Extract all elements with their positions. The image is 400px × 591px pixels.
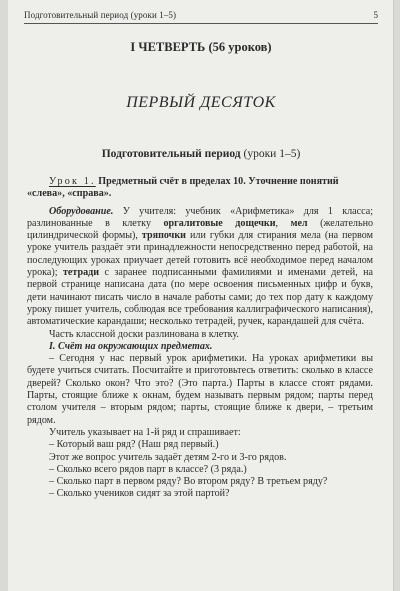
equipment-label: Оборудование.	[49, 205, 114, 217]
decade-heading: ПЕРВЫЙ ДЕСЯТОК	[126, 94, 276, 111]
period-heading-bold: Подготовительный период	[101, 148, 241, 160]
lesson-label: Урок 1.	[49, 176, 96, 187]
equipment-text-2: ,	[275, 217, 291, 229]
running-header	[24, 8, 378, 24]
page-number: 5	[373, 10, 378, 20]
equipment-item-chalk: мел	[290, 217, 308, 229]
body-line: – Сколько учеников сидят за этой партой?	[49, 488, 230, 500]
equipment-paragraph	[27, 206, 373, 329]
teacher-intro: – Сегодня у нас первый урок арифметики. На уроках арифметики вы будете учиться считать. Посчитайте и приготовьтесь ответить: сколько в классе дверей? Сколько окон? Что это? (Это парта.) Парты в классе стоят рядами. Парты, стоящие ближе к окнам, будем называть первым рядом; парты перед столом учителя – вторым рядом; парты, стоящие ближе к двери, – третьим рядом.	[27, 353, 373, 426]
lesson-title-line-2: «слева», «справа».	[27, 188, 112, 200]
equipment-text-3: (желательно цилиндрической формы),	[27, 217, 374, 242]
board-note: Часть классной доски разлинована в клетку.	[49, 328, 239, 340]
body-line: – Сколько парт в первом ряду? Во втором ряду? В третьем ряду?	[49, 476, 328, 488]
body-line: Этот же вопрос учитель задаёт детям 2-го и 3-го рядов.	[49, 451, 287, 463]
equipment-item-notebooks: тетради	[62, 267, 100, 279]
period-heading	[8, 148, 394, 160]
equipment-text-5: с заранее подписанными фамилиями и именами детей, на первой странице написана дата (по мере освоения письменных цифр и букв, дети начинают писать число в начале работы сами; до тех пор дату к каждому уроку пишет учитель, соблюдая все требования каллиграфического написания), автоматические карандаши; несколько тетрадей, ручек, карандашей для счёта.	[27, 267, 374, 328]
section-heading-1: I. Счёт на окружающих предметах.	[49, 340, 213, 352]
body-text	[27, 176, 373, 501]
equipment-item-boards: оргалитовые дощечки	[163, 217, 276, 229]
quarter-heading: I ЧЕТВЕРТЬ (56 уроков)	[130, 40, 272, 54]
body-line: – Сколько всего рядов парт в классе? (3 ряда.)	[49, 463, 247, 475]
lesson-title-line-1: Предметный счёт в пределах 10. Уточнение понятий	[95, 176, 339, 187]
running-title: Подготовительный период (уроки 1–5)	[24, 10, 177, 20]
lesson-title	[27, 176, 373, 201]
book-page	[8, 0, 394, 591]
period-heading-rest: (уроки 1–5)	[240, 148, 301, 160]
body-line: Учитель указывает на 1-й ряд и спрашивает:	[49, 426, 241, 438]
equipment-text-4: или губки для стирания мела (на первом уроке учитель раздаёт эти принадлежности непосредственно перед работой, на последующих уроках приучает детей готовить всё необходимое перед началом урока);	[27, 230, 373, 279]
equipment-text-1: У учителя: учебник «Арифметика» для 1 класса; разлинованные в клетку	[27, 205, 373, 229]
equipment-item-rags: тряпочки	[141, 230, 187, 242]
body-line: – Который ваш ряд? (Наш ряд первый.)	[49, 439, 219, 451]
